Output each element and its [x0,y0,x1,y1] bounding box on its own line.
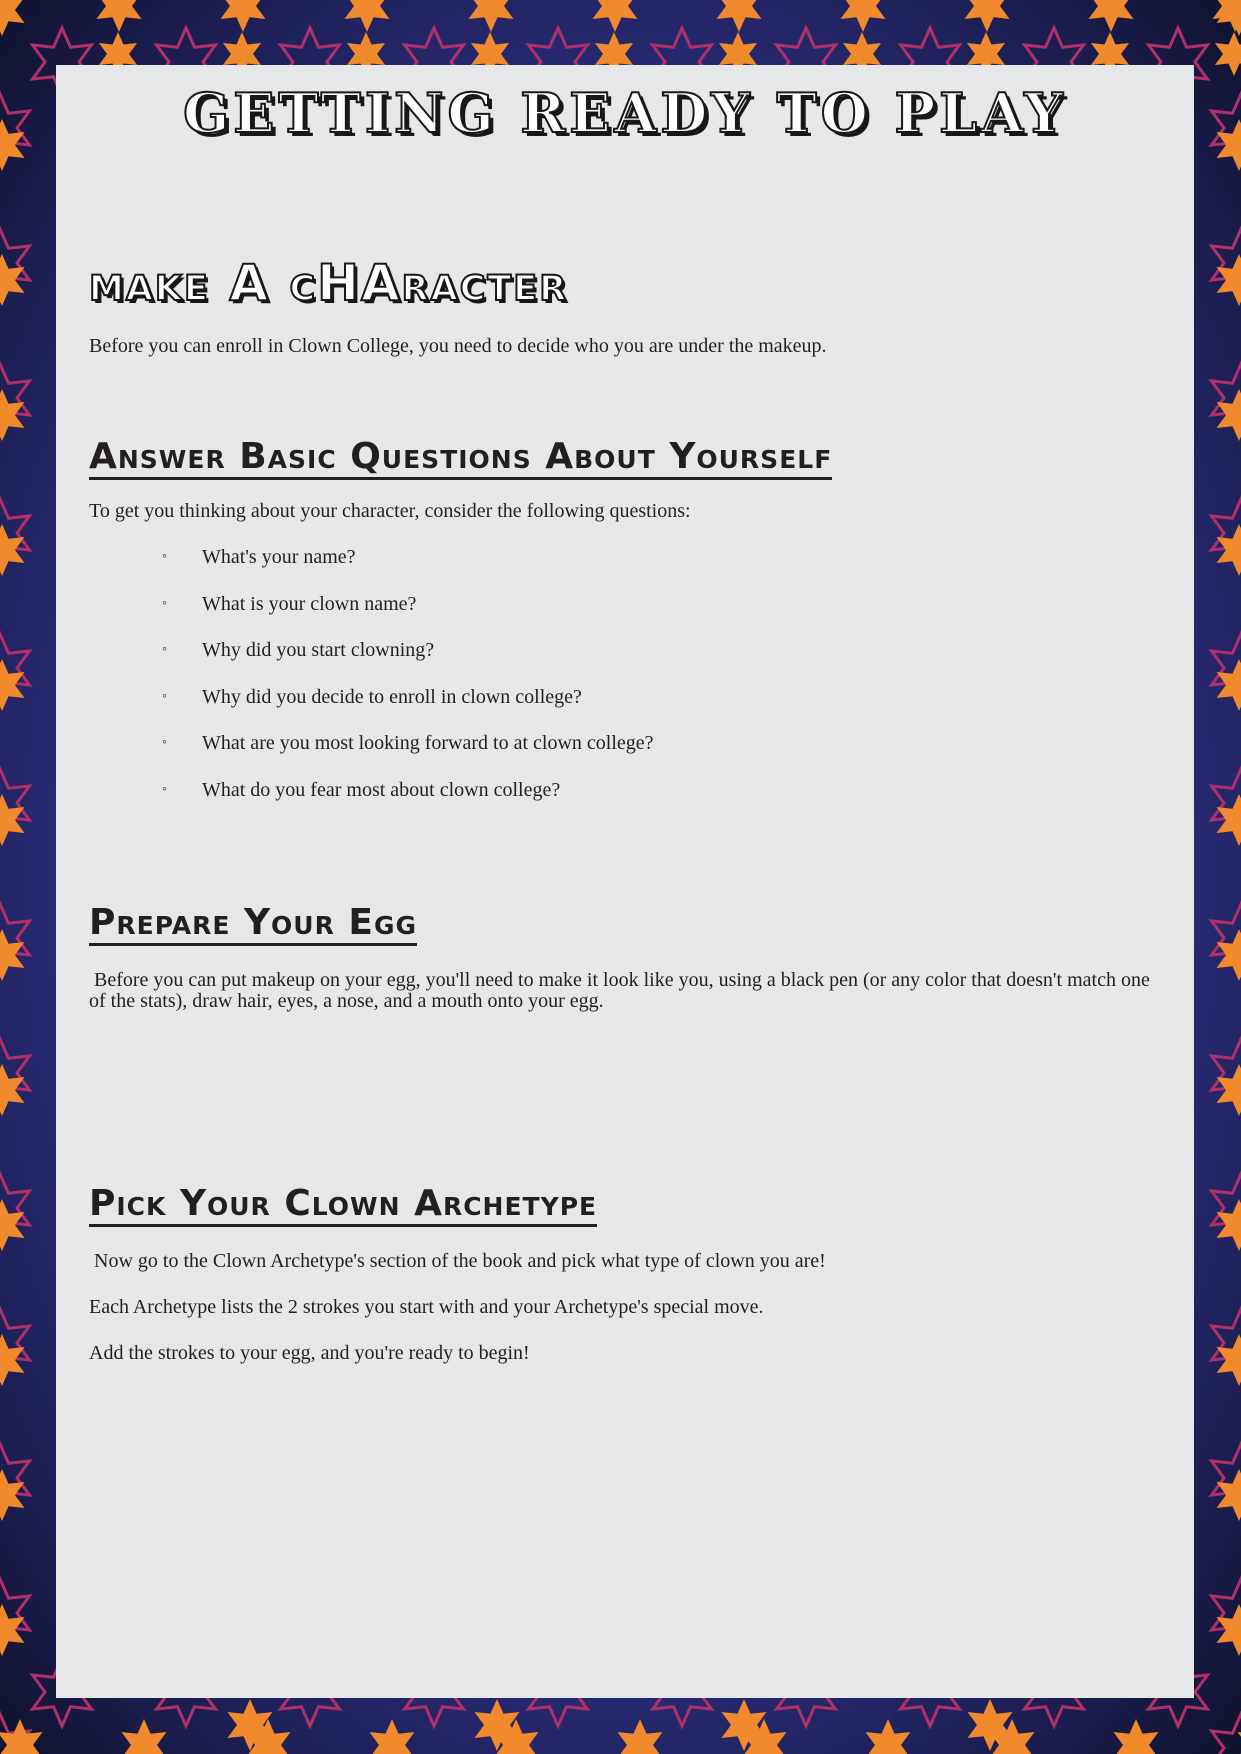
six-point-star-icon [122,1719,167,1754]
six-point-star-icon [1089,0,1134,32]
six-point-star-icon [0,1719,43,1754]
section-archetype [89,1184,1161,1364]
six-point-star-icon [97,0,142,32]
question-text: What is your clown name? [202,592,417,615]
question-item [89,593,1161,615]
question-text: Why did you start clowning? [202,639,435,661]
six-point-star-icon [841,0,886,32]
archetype-paragraph: Each Archetype lists the 2 strokes you start with and your Archetype's special move. [89,1295,764,1318]
six-point-star-icon [1215,32,1241,76]
six-point-star-icon [618,1719,663,1754]
question-text: What are you most looking forward to at clown college? [202,732,654,754]
page-title: GETTING READY TO PLAY [183,81,1067,145]
prepare-egg-heading: Prepare Your Egg [89,903,417,946]
make-character-heading: make A cHAracter [89,254,569,312]
archetype-heading: Pick Your Clown Archetype [89,1184,597,1227]
bullet-icon: ◦ [162,642,167,657]
question-text: Why did you decide to enroll in clown college? [202,685,582,708]
archetype-paragraph: Add the strokes to your egg, and you're ready to begin! [89,1341,530,1364]
bullet-icon: ◦ [162,781,167,797]
six-point-star-icon [221,0,266,32]
six-point-star-icon [965,0,1010,32]
question-list [89,546,1161,801]
six-point-star-icon [370,1719,415,1754]
section-prepare-egg [89,903,1161,1012]
six-point-star-icon [866,1719,911,1754]
section-basic-questions [89,437,1161,801]
six-point-star-icon [1217,0,1241,36]
bullet-icon: ◦ [162,735,167,750]
question-item [89,546,1161,568]
question-item [89,639,1161,661]
make-character-intro: Before you can enroll in Clown College, you need to decide who you are under the makeup. [89,335,827,357]
six-point-star-icon [717,0,762,32]
bullet-icon: ◦ [162,549,167,564]
six-point-star-icon [1212,1714,1241,1754]
section-make-character [89,253,1161,357]
six-point-star-icon [0,0,25,36]
document-page [56,65,1194,1698]
six-point-star-icon [469,0,514,32]
basic-questions-intro: To get you thinking about your character, consider the following questions: [89,500,691,522]
basic-questions-heading: Answer Basic Questions About Yourself [89,437,832,480]
six-point-star-icon [593,0,638,32]
six-point-star-icon [345,0,390,32]
bullet-icon: ◦ [162,688,167,704]
six-point-star-icon [1114,1719,1159,1754]
question-text: What do you fear most about clown college? [202,778,561,801]
prepare-egg-text: Before you can put makeup on your egg, you'll need to make it look like you, using a black pen (or any color that doesn't match one of the stats), draw hair, eyes, a nose, and a mouth onto your egg. [89,968,1155,1012]
question-text: What's your name? [202,546,356,568]
bullet-icon: ◦ [162,595,167,611]
archetype-paragraph: Now go to the Clown Archetype's section of the book and pick what type of clown you are! [89,1249,826,1272]
question-item [89,779,1161,801]
question-item [89,732,1161,754]
question-item [89,686,1161,708]
